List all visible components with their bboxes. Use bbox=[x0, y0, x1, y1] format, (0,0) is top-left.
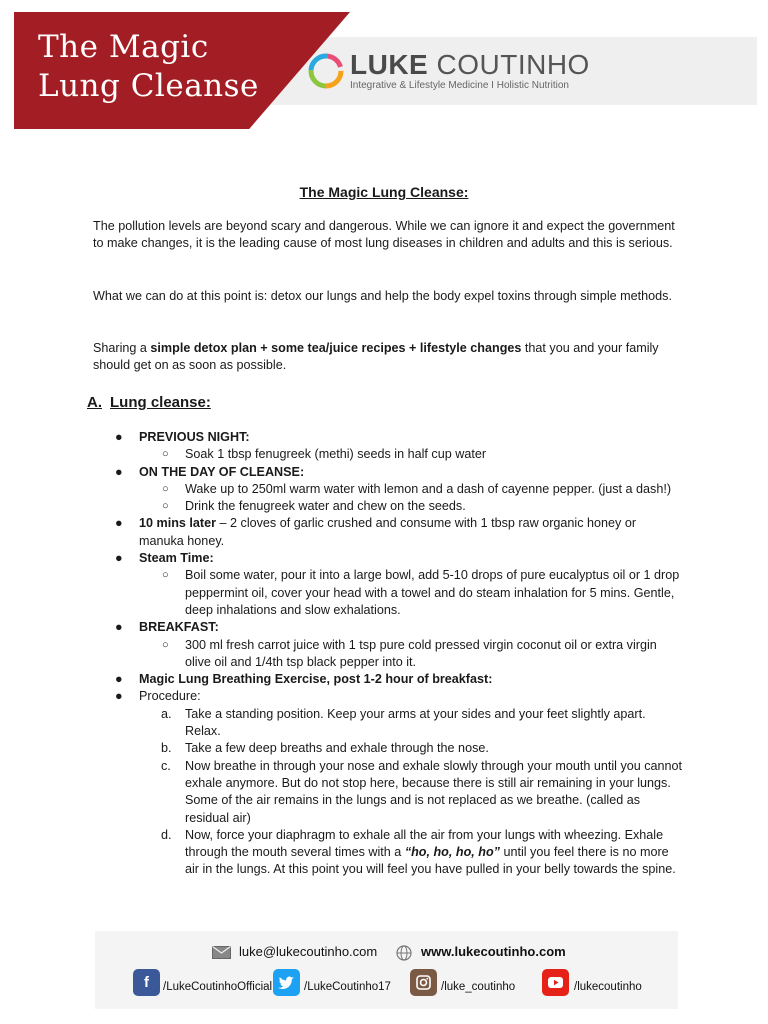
sub-bullet-icon: ○ bbox=[162, 500, 169, 513]
list-item bbox=[93, 498, 683, 515]
step-letter: c. bbox=[161, 758, 171, 773]
ten-mins-text: – 2 cloves of garlic crushed and consume with 1 tbsp raw organic honey or manuka honey. bbox=[139, 516, 637, 548]
step-text: Now breathe in through your nose and exhale slowly through your mouth until you cannot exhale anymore. But do not stop here, because there is still air remaining in your lungs. Some of the air remains in the lungs and is not replaced as we breathe. (called as residual air) bbox=[185, 758, 683, 825]
section-a-title: Lung cleanse: bbox=[110, 394, 211, 411]
list-item bbox=[93, 688, 683, 705]
para3-pre: Sharing a bbox=[93, 341, 151, 355]
para3-post: that you and your family should get on as soon as possible. bbox=[93, 341, 659, 373]
contact-footer bbox=[95, 931, 678, 1009]
brand-name-last: COUTINHO bbox=[436, 49, 590, 80]
breathing-exercise-label: Magic Lung Breathing Exercise, post 1-2 hour of breakfast: bbox=[139, 672, 493, 687]
twitter-handle-link[interactable]: /LukeCoutinho17 bbox=[304, 981, 391, 993]
website-link[interactable]: www.lukecoutinho.com bbox=[421, 944, 566, 959]
brand-logo-icon bbox=[307, 52, 345, 90]
email-icon bbox=[212, 946, 231, 959]
procedure-step bbox=[93, 740, 683, 757]
brand-name bbox=[350, 49, 590, 81]
steam-step: Boil some water, pour it into a large bowl, add 5-10 drops of pure eucalyptus oil or 1 drop peppermint oil, cover your head with a towel and do steam inhalation for 5 mins. Gentle, deep inhalations and slow exhalations. bbox=[185, 568, 680, 617]
facebook-icon[interactable]: f bbox=[133, 969, 160, 996]
bullet-icon: ● bbox=[115, 672, 123, 687]
instagram-handle-link[interactable]: /luke_coutinho bbox=[441, 981, 516, 993]
sub-bullet-icon: ○ bbox=[162, 482, 169, 495]
youtube-handle-link[interactable]: /lukecoutinho bbox=[574, 981, 642, 993]
list-item bbox=[93, 481, 683, 498]
document-title: The Magic Lung Cleanse: bbox=[299, 184, 469, 200]
bullet-icon: ● bbox=[115, 551, 123, 566]
sub-bullet-icon: ○ bbox=[162, 448, 169, 461]
step-letter: a. bbox=[161, 706, 172, 721]
intro-paragraph-3 bbox=[93, 340, 678, 375]
facebook-handle-link[interactable]: /LukeCoutinhoOfficial bbox=[163, 981, 273, 993]
breakfast-label: BREAKFAST: bbox=[139, 620, 219, 635]
banner-title bbox=[38, 28, 259, 106]
brand-name-first: LUKE bbox=[350, 49, 429, 80]
day-of-cleanse-label: ON THE DAY OF CLEANSE: bbox=[139, 464, 305, 479]
list-item bbox=[93, 429, 683, 446]
list-item bbox=[93, 550, 683, 567]
para3-bold: simple detox plan + some tea/juice recipes + lifestyle changes bbox=[150, 341, 522, 355]
step-d-post: until you feel there is no more air in the lungs. At this point you will feel you have pulled in your belly towards the spine. bbox=[185, 845, 676, 877]
email-link[interactable]: luke@lukecoutinho.com bbox=[239, 944, 378, 959]
bullet-icon: ● bbox=[115, 516, 123, 531]
intro-paragraph-2: What we can do at this point is: detox our lungs and help the body expel toxins through simple methods. bbox=[93, 289, 672, 303]
banner-title-line2: Lung Cleanse bbox=[38, 68, 259, 104]
step-text: Take a standing position. Keep your arms at your sides and your feet slightly apart. Relax. bbox=[185, 706, 646, 739]
sub-bullet-icon: ○ bbox=[162, 569, 169, 582]
breakfast-step: 300 ml fresh carrot juice with 1 tsp pure cold pressed virgin coconut oil or extra virgin olive oil and 1/4th tsp black pepper into it. bbox=[185, 637, 657, 669]
sub-bullet-icon: ○ bbox=[162, 638, 169, 651]
previous-night-label: PREVIOUS NIGHT: bbox=[139, 430, 250, 444]
steam-time-label: Steam Time: bbox=[139, 551, 214, 566]
globe-icon bbox=[396, 945, 412, 961]
twitter-bird-icon bbox=[273, 969, 300, 996]
camera-icon bbox=[410, 969, 437, 996]
ten-mins-label: 10 mins later bbox=[139, 516, 217, 531]
day-of-step-2: Drink the fenugreek water and chew on the seeds. bbox=[185, 499, 466, 514]
list-item bbox=[93, 446, 683, 463]
list-item bbox=[93, 671, 683, 688]
bullet-icon: ● bbox=[115, 464, 123, 479]
procedure-step bbox=[93, 758, 683, 827]
day-of-step-1: Wake up to 250ml warm water with lemon and a dash of cayenne pepper. (just a dash!) bbox=[185, 481, 672, 496]
list-item bbox=[93, 637, 683, 672]
play-icon bbox=[542, 969, 569, 996]
list-item bbox=[93, 619, 683, 636]
step-d-pre: Now, force your diaphragm to exhale all the air from your lungs with wheezing. Exhale through the mouth several times with a bbox=[185, 827, 664, 860]
step-letter: b. bbox=[161, 741, 172, 756]
bullet-icon: ● bbox=[115, 430, 123, 444]
instagram-icon[interactable] bbox=[410, 969, 437, 996]
procedure-label: Procedure: bbox=[139, 689, 201, 704]
youtube-icon[interactable] bbox=[542, 969, 569, 996]
step-text: Take a few deep breaths and exhale through the nose. bbox=[185, 741, 489, 756]
bullet-icon: ● bbox=[115, 620, 123, 635]
step-d-emphasis: “ho, ho, ho, ho” bbox=[404, 845, 500, 860]
step-letter: d. bbox=[161, 827, 172, 842]
lung-cleanse-list bbox=[93, 429, 683, 879]
section-a-letter: A. bbox=[87, 394, 102, 411]
previous-night-step: Soak 1 tbsp fenugreek (methi) seeds in half cup water bbox=[185, 447, 487, 462]
procedure-step bbox=[93, 827, 683, 879]
bullet-icon: ● bbox=[115, 689, 123, 704]
banner-title-line1: The Magic bbox=[38, 29, 209, 65]
list-item bbox=[93, 567, 683, 619]
intro-paragraph-1: The pollution levels are beyond scary and dangerous. While we can ignore it and expect the government to make changes, it is the leading cause of most lung diseases in children and adults and this is serious. bbox=[93, 219, 675, 251]
brand-tagline: Integrative & Lifestyle Medicine I Holistic Nutrition bbox=[350, 80, 569, 91]
twitter-icon[interactable] bbox=[273, 969, 300, 996]
section-a-heading bbox=[87, 394, 219, 411]
procedure-step bbox=[93, 706, 683, 741]
list-item bbox=[93, 464, 683, 481]
list-item bbox=[93, 515, 683, 550]
